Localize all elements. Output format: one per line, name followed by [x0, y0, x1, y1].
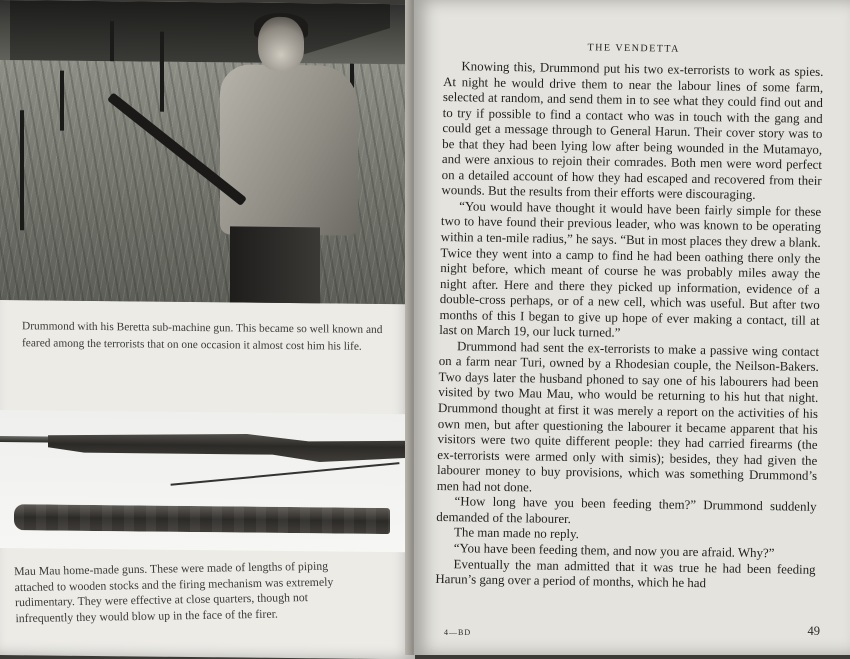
page-number: 49: [807, 624, 820, 638]
paragraph: “You would have thought it would have been fairly simple for these two to have found their previous leader, who was known to be operating within a ten-mile radius,” he says. “But in most places they drew a blank. Twice they went into a camp to find he had been oathing there only the night before, which meant of course he was probably miles away the night after. Here and there they picked up information, evidence of a double-cross perhaps, or of a new cell, which was useful. But after two months of this I began to give up hope of ever making a contact, till at last on March 19, our luck turned.”: [439, 199, 822, 341]
running-head: THE VENDETTA: [587, 42, 680, 55]
photo-drummond-with-gun: [0, 0, 410, 304]
right-page-text: [435, 30, 824, 593]
trousers: [230, 226, 320, 304]
paragraph: Drummond had sent the ex-terrorists to make a passive wing contact on a farm near Turi, owned by a Rhodesian couple, the Neilson-Bakers. Two days later the husband phoned to say one of his labourers had been visited by two Mau Mau, who would be returning to his hut that night. Drummond thought at first it was merely a report on the activities of his own men, but after questioning the labourer it became apparent that his visitors were two quite different people: they had carried firearms (the ex-terrorists were armed only with simis); besides, they had given the labourer money to buy provisions, which was something Drummond’s men had not done.: [436, 339, 820, 495]
paragraph: “You have been feeding them, and now you are afraid. Why?”: [453, 541, 775, 561]
paragraph: The man made no reply.: [453, 525, 580, 542]
paragraph: Knowing this, Drummond put his two ex-terrorists to work as spies. At night he would drive them to near the labour lines of some farm, selected at random, and send them in to see what they could find out and to try if possible to find a contact who was in touch with the gang and could get a message through to General Harun. Their cover story was to be that they had been lying low after being wounded in the Mutamayo, and were anxious to rejoin their comrades. Both men were word perfect on a detailed account of how they had escaped and recovered from their wounds. But the results from their efforts were discouraging.: [441, 59, 824, 203]
paragraph: Eventually the man admitted that it was true he had been feeding Harun’s gang over a period of months, which he had: [435, 556, 816, 591]
head: [258, 17, 304, 71]
caption-top: Drummond with his Beretta sub-machine gun. This became so well known and feared among the terrorists that on one occasion it almost cost him his life.: [22, 320, 383, 353]
fence-post: [160, 32, 164, 112]
caption-bottom: Mau Mau home-made guns. These were made of lengths of piping attached to wooden stocks and the firing mechanism was extremely rudimentary. They were effective at close quarters, though not infrequently they would blow up in the face of the firer.: [14, 558, 334, 625]
fence-post: [20, 110, 24, 230]
man-figure: [210, 16, 360, 304]
left-page: [0, 0, 415, 659]
photo-home-made-guns: [0, 410, 410, 552]
signature-mark: 4—BD: [444, 628, 472, 637]
home-made-rifle: [48, 429, 410, 467]
fence-post: [60, 71, 64, 131]
rifle-strap: [171, 462, 400, 486]
fence-post: [110, 21, 114, 61]
jacket: [220, 64, 358, 235]
paragraph: “How long have you been feeding them?” Drummond suddenly demanded of the labourer.: [436, 494, 817, 526]
home-made-pipe-gun: [14, 504, 390, 534]
